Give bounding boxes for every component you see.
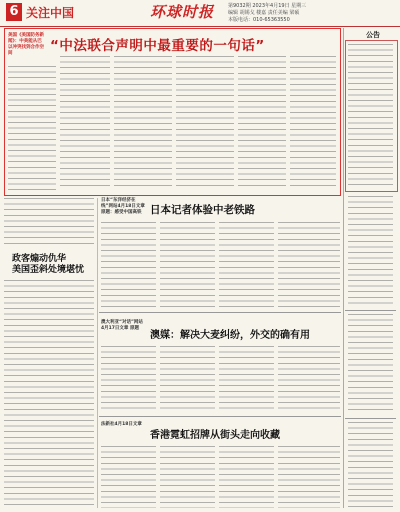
article-column bbox=[219, 222, 274, 308]
article-kicker: 法新社4月18日文章 bbox=[101, 422, 142, 427]
announcement-divider bbox=[345, 418, 396, 419]
article-column bbox=[219, 446, 274, 508]
article-column bbox=[101, 222, 156, 308]
article-column bbox=[101, 446, 156, 508]
article-column bbox=[278, 222, 340, 308]
announcement-title: 公告 bbox=[366, 31, 380, 39]
lead-column bbox=[238, 56, 286, 190]
article-column bbox=[4, 280, 94, 508]
lead-column bbox=[290, 56, 336, 190]
article-column bbox=[278, 446, 340, 508]
article-column bbox=[160, 346, 215, 412]
announcement-text bbox=[348, 314, 393, 414]
announcement-text bbox=[348, 422, 393, 508]
edition-info bbox=[228, 3, 338, 24]
article-column bbox=[219, 346, 274, 412]
lead-column bbox=[60, 56, 110, 190]
article-column bbox=[278, 346, 340, 412]
article-column bbox=[160, 222, 215, 308]
article-column bbox=[160, 446, 215, 508]
newspaper-name: 环球时报 bbox=[150, 3, 215, 21]
article-headline-left: 政客煽动仇华 美国歪斜处境堪忧 bbox=[12, 254, 85, 275]
article-headline: 香港霓虹招牌从街头走向收藏 bbox=[150, 430, 280, 441]
article-divider bbox=[99, 312, 341, 313]
article-kicker: 日本“东洋经济在线”网站4月18日文章 原题：感受中国高铁 bbox=[101, 198, 145, 215]
edition-line: 本版电话：010-65363550 bbox=[228, 17, 290, 23]
lead-column bbox=[114, 56, 172, 190]
announcement-text bbox=[348, 44, 393, 186]
edition-line: 第9032期 2023年4月19日 星期三 bbox=[228, 3, 307, 9]
section-title: 关注中国 bbox=[26, 6, 75, 20]
article-headline: 澳媒：解决大麦纠纷，外交的确有用 bbox=[150, 330, 310, 341]
article-headline: 日本记者体验中老铁路 bbox=[150, 204, 255, 216]
lead-kicker: 美国《美国防务新闻》：中美能从巴以冲突找到合作空间 bbox=[8, 33, 44, 56]
lead-column bbox=[176, 56, 234, 190]
article-column bbox=[101, 346, 156, 412]
announcement-text bbox=[348, 196, 393, 306]
announcement-divider bbox=[345, 310, 396, 311]
masthead bbox=[0, 0, 400, 27]
lead-column bbox=[8, 66, 56, 190]
column-divider bbox=[97, 198, 98, 508]
article-column bbox=[4, 198, 94, 248]
article-divider bbox=[99, 416, 341, 417]
lead-headline: “中法联合声明中最重要的一句话” bbox=[50, 38, 265, 54]
edition-line: 编辑 胡锡戈 楼嘉 责任美编 梁硕 bbox=[228, 10, 300, 16]
article-kicker: 澳大利亚“对话”网站4月17日文章 原题 bbox=[101, 320, 143, 331]
page-number: 6 bbox=[6, 3, 22, 21]
